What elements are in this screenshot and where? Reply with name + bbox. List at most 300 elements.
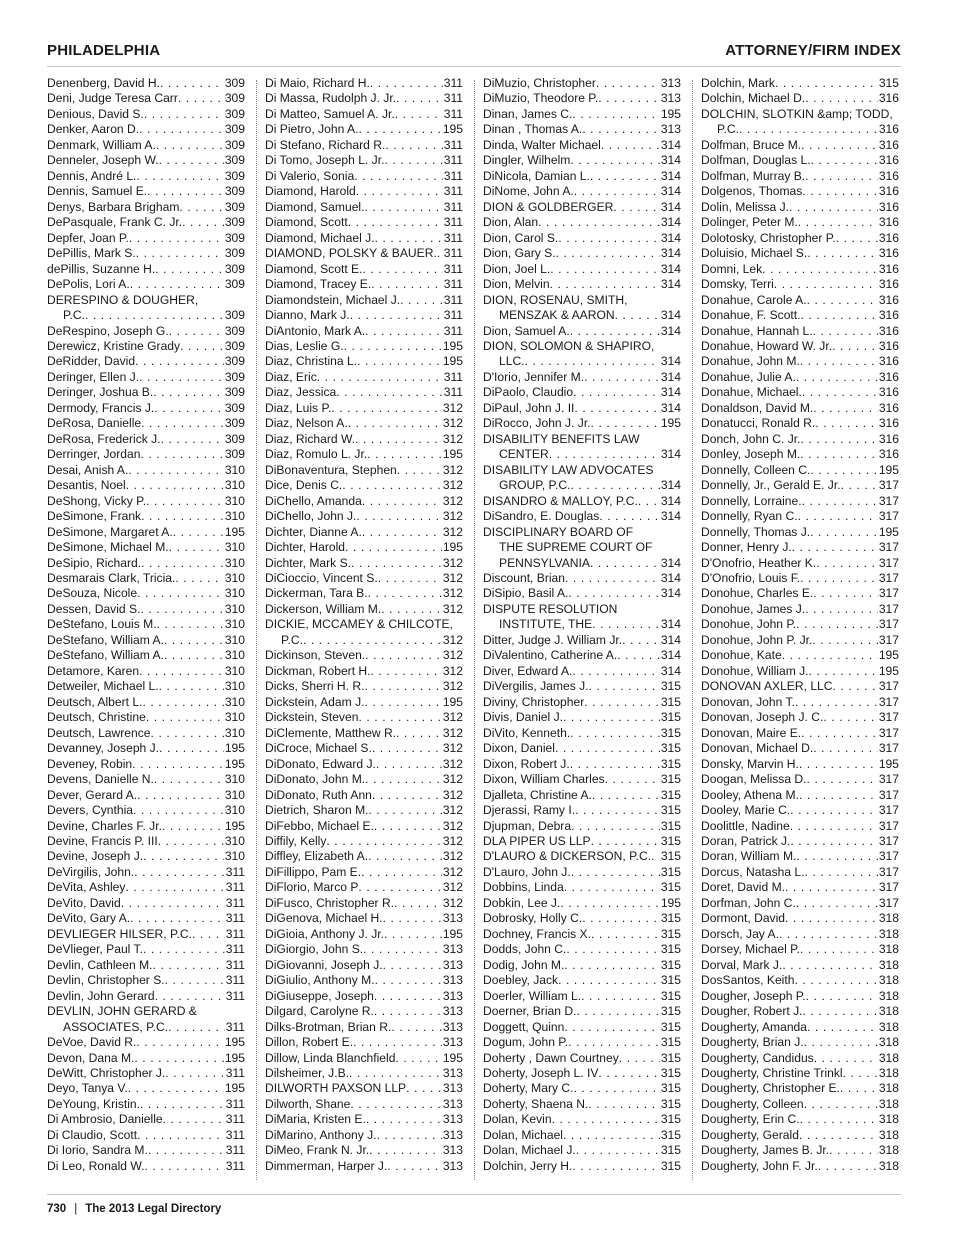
entry-name: Dilks-Brotman, Brian R. bbox=[265, 1019, 392, 1034]
entry-name: Dion, Gary S. bbox=[483, 246, 556, 261]
entry-page-number: 311 bbox=[225, 1019, 245, 1034]
index-entry bbox=[265, 1066, 463, 1081]
entry-page-number: 315 bbox=[660, 772, 681, 787]
dot-leader bbox=[564, 1020, 659, 1035]
index-entry bbox=[483, 911, 681, 926]
entry-page-number: 316 bbox=[878, 122, 899, 137]
index-entry bbox=[47, 1143, 245, 1158]
entry-page-number: 195 bbox=[224, 756, 245, 771]
index-entry bbox=[483, 803, 681, 818]
entry-page-number: 318 bbox=[878, 1112, 899, 1127]
index-entry bbox=[47, 231, 245, 246]
dot-leader bbox=[179, 200, 223, 215]
entry-name: DONOVAN AXLER, LLC bbox=[701, 679, 833, 694]
index-entry bbox=[483, 200, 681, 215]
dot-leader bbox=[164, 648, 224, 663]
entry-name: DeVita, Ashley bbox=[47, 880, 126, 895]
dot-leader bbox=[356, 184, 443, 199]
dot-leader bbox=[331, 401, 441, 416]
entry-page-number: 309 bbox=[224, 153, 245, 168]
entry-page-number: 317 bbox=[878, 555, 899, 570]
index-entry bbox=[47, 695, 245, 710]
entry-name-continued: INSTITUTE, THE bbox=[499, 617, 593, 632]
index-entry bbox=[47, 1081, 245, 1096]
entry-page-number: 311 bbox=[225, 880, 245, 895]
dot-leader bbox=[566, 942, 659, 957]
entry-name: Dodig, John M. bbox=[483, 957, 565, 972]
dot-leader bbox=[558, 973, 660, 988]
entry-page-number: 315 bbox=[660, 942, 681, 957]
dot-leader bbox=[164, 633, 224, 648]
entry-page-number: 312 bbox=[442, 849, 463, 864]
dot-leader bbox=[362, 525, 442, 540]
dot-leader bbox=[570, 478, 659, 493]
entry-name: DeRespino, Joseph G. bbox=[47, 323, 169, 338]
dot-leader bbox=[158, 834, 224, 849]
entry-page-number: 315 bbox=[660, 1035, 681, 1050]
dot-leader bbox=[377, 1128, 442, 1143]
entry-page-number: 312 bbox=[442, 833, 463, 848]
index-entry bbox=[701, 741, 899, 756]
entry-page-number: 312 bbox=[442, 663, 463, 678]
index-entry bbox=[701, 1097, 899, 1112]
entry-page-number: 314 bbox=[660, 261, 681, 276]
entry-page-number: 314 bbox=[660, 215, 681, 230]
dot-leader bbox=[800, 354, 878, 369]
entry-name: DiVito, Kenneth. bbox=[483, 725, 571, 740]
index-entry bbox=[47, 293, 245, 324]
index-entry bbox=[265, 989, 463, 1004]
index-entry bbox=[47, 973, 245, 988]
dot-leader bbox=[792, 540, 878, 555]
entry-name: DICKIE, MCCAMEY & CHILCOTE, bbox=[265, 617, 453, 632]
dot-leader bbox=[552, 1112, 660, 1127]
dot-leader bbox=[139, 664, 224, 679]
entry-name: DePolis, Lori A. bbox=[47, 277, 130, 292]
entry-name: Di Leo, Ronald W. bbox=[47, 1158, 145, 1173]
entry-name: Di Iorio, Sandra M. bbox=[47, 1143, 148, 1158]
entry-name: Desai, Anish A. bbox=[47, 462, 129, 477]
index-entry bbox=[483, 525, 681, 571]
index-entry bbox=[483, 586, 681, 601]
dot-leader bbox=[818, 1159, 878, 1174]
index-entry bbox=[47, 757, 245, 772]
entry-page-number: 309 bbox=[224, 416, 245, 431]
dot-leader bbox=[364, 200, 442, 215]
index-entry bbox=[701, 989, 899, 1004]
entry-page-number: 317 bbox=[878, 601, 899, 616]
index-entry bbox=[483, 1004, 681, 1019]
index-entry bbox=[265, 1159, 463, 1174]
index-entry bbox=[701, 1143, 899, 1158]
entry-name: Donahue, Michael. bbox=[701, 385, 802, 400]
index-entry bbox=[265, 757, 463, 772]
dot-leader bbox=[813, 324, 878, 339]
entry-name: Donner, Henry J. bbox=[701, 540, 792, 555]
entry-page-number: 314 bbox=[660, 323, 681, 338]
dot-leader bbox=[173, 525, 224, 540]
dot-leader bbox=[807, 293, 878, 308]
entry-name: DiPaul, John J. II bbox=[483, 400, 575, 415]
index-entry bbox=[483, 215, 681, 230]
entry-name: Donahue, Julie A. bbox=[701, 369, 796, 384]
index-entry bbox=[701, 648, 899, 663]
entry-page-number: 311 bbox=[443, 199, 463, 214]
entry-page-number: 312 bbox=[442, 803, 463, 818]
index-entry bbox=[47, 648, 245, 663]
entry-name: Dennis, André L. bbox=[47, 168, 137, 183]
entry-name: Dorsch, Jay A. bbox=[701, 926, 779, 941]
entry-name: DiSandro, E. Douglas bbox=[483, 509, 600, 524]
index-entry bbox=[265, 354, 463, 369]
index-entry bbox=[701, 401, 899, 416]
dot-leader bbox=[365, 772, 442, 787]
index-entry bbox=[701, 354, 899, 369]
entry-name: DePasquale, Frank C. Jr. bbox=[47, 215, 183, 230]
entry-name: Dinan, James C. bbox=[483, 106, 573, 121]
dot-leader bbox=[582, 911, 660, 926]
index-entry bbox=[483, 416, 681, 431]
entry-name: Dickstein, Steven bbox=[265, 710, 359, 725]
entry-page-number: 313 bbox=[442, 1035, 463, 1050]
dot-leader bbox=[836, 231, 878, 246]
entry-name: Dooley, Athena M. bbox=[701, 787, 799, 802]
dot-leader bbox=[796, 849, 877, 864]
dot-leader bbox=[129, 231, 224, 246]
index-entry bbox=[701, 370, 899, 385]
entry-name: Donohue, John P. bbox=[701, 617, 797, 632]
dot-leader bbox=[823, 710, 877, 725]
index-entry bbox=[483, 107, 681, 122]
entry-page-number: 310 bbox=[224, 833, 245, 848]
dot-leader bbox=[394, 896, 442, 911]
index-entry bbox=[265, 153, 463, 168]
entry-name: Di Valerio, Sonia bbox=[265, 168, 355, 183]
dot-leader bbox=[799, 788, 878, 803]
dot-leader bbox=[803, 1004, 878, 1019]
entry-name: Donnelly, Ryan C. bbox=[701, 509, 798, 524]
entry-page-number: 316 bbox=[878, 385, 899, 400]
dot-leader bbox=[591, 416, 660, 431]
entry-page-number: 312 bbox=[442, 725, 463, 740]
index-entry bbox=[265, 927, 463, 942]
dot-leader bbox=[169, 540, 224, 555]
entry-name: Dion, Melvin bbox=[483, 277, 550, 292]
index-entry bbox=[701, 416, 899, 431]
entry-name: Diamond, Tracey E. bbox=[265, 277, 372, 292]
index-entry bbox=[47, 586, 245, 601]
entry-name: Dormont, David bbox=[701, 911, 786, 926]
index-entry bbox=[47, 416, 245, 431]
entry-name: DEVLIN, JOHN GERARD & bbox=[47, 1004, 197, 1019]
dot-leader bbox=[802, 494, 878, 509]
dot-leader bbox=[374, 1004, 442, 1019]
entry-page-number: 316 bbox=[878, 261, 899, 276]
index-entry bbox=[483, 1159, 681, 1174]
entry-name: Doerler, William L. bbox=[483, 988, 582, 1003]
index-entry bbox=[483, 633, 681, 648]
dot-leader bbox=[812, 633, 877, 648]
entry-page-number: 310 bbox=[224, 803, 245, 818]
index-entry bbox=[701, 447, 899, 462]
entry-page-number: 316 bbox=[878, 199, 899, 214]
entry-name: Dion, Alan bbox=[483, 215, 539, 230]
entry-name: Donohue, Kate bbox=[701, 648, 782, 663]
dot-leader bbox=[372, 741, 442, 756]
dot-leader bbox=[303, 633, 442, 648]
index-entry bbox=[265, 679, 463, 694]
dot-leader bbox=[143, 942, 225, 957]
entry-name: Dougherty, Erin C. bbox=[701, 1112, 800, 1127]
entry-name: Dolchin, Mark bbox=[701, 76, 775, 90]
index-entry bbox=[483, 432, 681, 463]
entry-page-number: 311 bbox=[443, 292, 463, 307]
entry-page-number: 311 bbox=[225, 1096, 245, 1111]
entry-name: Dinan , Thomas A. bbox=[483, 122, 583, 137]
entry-name: DiNicola, Damian L. bbox=[483, 168, 590, 183]
entry-page-number: 318 bbox=[878, 988, 899, 1003]
entry-name: DION & GOLDBERGER bbox=[483, 199, 614, 214]
entry-page-number: 195 bbox=[442, 694, 463, 709]
dot-leader bbox=[159, 741, 224, 756]
index-entry bbox=[483, 757, 681, 772]
entry-name: Denys, Barbara Brigham bbox=[47, 199, 180, 214]
index-entry bbox=[701, 540, 899, 555]
entry-page-number: 315 bbox=[660, 1004, 681, 1019]
entry-name: Devlin, Cathleen M. bbox=[47, 957, 153, 972]
index-entry bbox=[701, 478, 899, 493]
entry-name: Deyo, Tanya V. bbox=[47, 1081, 128, 1096]
entry-page-number: 311 bbox=[225, 1158, 245, 1173]
dot-leader bbox=[789, 200, 878, 215]
index-entry bbox=[265, 262, 463, 277]
page-number: 730 bbox=[47, 1203, 67, 1215]
index-entry bbox=[701, 803, 899, 818]
index-entry bbox=[483, 571, 681, 586]
entry-page-number: 314 bbox=[660, 400, 681, 415]
entry-name: DiChello, Amanda bbox=[265, 493, 362, 508]
entry-name: Deutsch, Christine bbox=[47, 710, 146, 725]
index-entry bbox=[47, 726, 245, 741]
dot-leader bbox=[85, 308, 224, 323]
index-entry bbox=[701, 726, 899, 741]
entry-name: Dolfman, Douglas L. bbox=[701, 153, 811, 168]
dot-leader bbox=[136, 1035, 223, 1050]
entry-page-number: 195 bbox=[878, 756, 899, 771]
dot-leader bbox=[375, 973, 442, 988]
index-entry bbox=[701, 1020, 899, 1035]
dot-leader bbox=[800, 432, 877, 447]
index-entry bbox=[701, 896, 899, 911]
dot-leader bbox=[384, 153, 442, 168]
entry-page-number: 317 bbox=[878, 571, 899, 585]
dot-leader bbox=[135, 354, 224, 369]
entry-page-number: 195 bbox=[442, 926, 463, 941]
dot-leader bbox=[136, 246, 224, 261]
dot-leader bbox=[804, 1035, 878, 1050]
entry-page-number: 311 bbox=[225, 1112, 245, 1127]
entry-page-number: 312 bbox=[442, 431, 463, 446]
entry-page-number: 317 bbox=[878, 478, 899, 493]
dot-leader bbox=[592, 617, 660, 632]
dot-leader bbox=[563, 1128, 660, 1143]
entry-name: DosSantos, Keith bbox=[701, 973, 795, 988]
dot-leader bbox=[573, 385, 660, 400]
dot-leader bbox=[182, 215, 224, 230]
dot-leader bbox=[591, 927, 660, 942]
dot-leader bbox=[590, 556, 660, 571]
entry-page-number: 311 bbox=[443, 308, 463, 323]
dot-leader bbox=[790, 819, 878, 834]
entry-name: Doran, Patrick J. bbox=[701, 833, 791, 848]
index-entry bbox=[47, 76, 245, 91]
entry-page-number: 310 bbox=[224, 586, 245, 601]
index-entry bbox=[483, 184, 681, 199]
entry-name: Dolan, Kevin bbox=[483, 1112, 552, 1127]
entry-name: DION, SOLOMON & SHAPIRO, bbox=[483, 338, 655, 353]
dot-leader bbox=[525, 354, 660, 369]
entry-name-continued: MENSZAK & AARON bbox=[499, 308, 615, 323]
index-entry bbox=[265, 834, 463, 849]
index-entry bbox=[483, 401, 681, 416]
entry-page-number: 311 bbox=[443, 230, 463, 245]
entry-name: DeStefano, William A. bbox=[47, 632, 164, 647]
entry-page-number: 315 bbox=[660, 973, 681, 988]
entry-name: Dolfman, Murray B. bbox=[701, 168, 806, 183]
entry-page-number: 309 bbox=[224, 277, 245, 292]
index-entry bbox=[47, 215, 245, 230]
entry-name: Diaz, Richard W. bbox=[265, 431, 356, 446]
entry-name: Dermody, Francis J. bbox=[47, 400, 155, 415]
dot-leader bbox=[159, 153, 224, 168]
dot-leader bbox=[368, 586, 442, 601]
entry-name: DeRidder, David bbox=[47, 354, 136, 369]
entry-page-number: 195 bbox=[878, 462, 899, 477]
entry-page-number: 310 bbox=[224, 725, 245, 740]
entry-page-number: 195 bbox=[442, 122, 463, 137]
dot-leader bbox=[383, 958, 442, 973]
entry-page-number: 310 bbox=[224, 478, 245, 493]
dot-leader bbox=[813, 586, 878, 601]
dot-leader bbox=[160, 76, 224, 91]
entry-page-number: 316 bbox=[878, 354, 899, 369]
index-entry bbox=[701, 1128, 899, 1143]
entry-page-number: 315 bbox=[660, 1081, 681, 1096]
entry-page-number: 318 bbox=[878, 1143, 899, 1158]
entry-name: Dougherty, Gerald bbox=[701, 1127, 799, 1142]
entry-name: Diaz, Jessica bbox=[265, 385, 337, 400]
index-entry bbox=[701, 1066, 899, 1081]
dot-leader bbox=[804, 1097, 878, 1112]
dot-leader bbox=[353, 1035, 442, 1050]
entry-page-number: 195 bbox=[878, 524, 899, 539]
dot-leader bbox=[365, 648, 442, 663]
entry-page-number: 313 bbox=[660, 76, 681, 90]
entry-page-number: 314 bbox=[660, 478, 681, 493]
dot-leader bbox=[154, 772, 224, 787]
entry-name: Deringer, Joshua B. bbox=[47, 385, 154, 400]
index-entry bbox=[47, 107, 245, 122]
dot-leader bbox=[605, 772, 660, 787]
entry-name: Donohue, William J. bbox=[701, 663, 809, 678]
index-entry bbox=[701, 556, 899, 571]
index-entry bbox=[483, 989, 681, 1004]
index-entry bbox=[47, 525, 245, 540]
entry-page-number: 317 bbox=[878, 493, 899, 508]
entry-page-number: 309 bbox=[224, 338, 245, 353]
dot-leader bbox=[133, 803, 224, 818]
dot-leader bbox=[572, 664, 659, 679]
entry-page-number: 315 bbox=[660, 988, 681, 1003]
entry-name: DiMuzio, Christopher bbox=[483, 76, 596, 90]
index-entry bbox=[265, 880, 463, 895]
entry-name: Dilworth, Shane bbox=[265, 1096, 351, 1111]
entry-name-continued: P.C. bbox=[63, 308, 85, 323]
entry-page-number: 313 bbox=[442, 957, 463, 972]
dot-leader bbox=[134, 1051, 223, 1066]
entry-name: Di Claudio, Scott bbox=[47, 1127, 138, 1142]
dot-leader bbox=[762, 262, 878, 277]
dot-leader bbox=[387, 1159, 442, 1174]
entry-name: Donnelly, Thomas J. bbox=[701, 524, 811, 539]
dot-leader bbox=[355, 432, 442, 447]
entry-page-number: 310 bbox=[224, 601, 245, 616]
entry-page-number: 316 bbox=[878, 230, 899, 245]
entry-page-number: 311 bbox=[443, 246, 463, 261]
entry-name: Dice, Denis C. bbox=[265, 478, 343, 493]
index-entry bbox=[265, 602, 463, 617]
entry-name: DePillis, Mark S. bbox=[47, 246, 136, 261]
dot-leader bbox=[601, 138, 660, 153]
entry-name: Dion, Carol S. bbox=[483, 230, 559, 245]
dot-leader bbox=[796, 370, 878, 385]
entry-page-number: 317 bbox=[878, 849, 899, 864]
entry-name: Dietrich, Sharon M. bbox=[265, 803, 369, 818]
entry-page-number: 309 bbox=[224, 400, 245, 415]
index-entry bbox=[483, 942, 681, 957]
entry-name-continued: THE SUPREME COURT OF bbox=[499, 540, 653, 555]
dot-leader bbox=[364, 695, 441, 710]
entry-page-number: 310 bbox=[224, 849, 245, 864]
dot-leader bbox=[815, 416, 878, 431]
index-entry bbox=[265, 494, 463, 509]
entry-name: DiMarino, Anthony J. bbox=[265, 1127, 377, 1142]
entry-name: DiFusco, Christopher R. bbox=[265, 895, 395, 910]
dot-leader bbox=[810, 463, 877, 478]
dot-leader bbox=[550, 277, 660, 292]
index-entry bbox=[483, 741, 681, 756]
index-entry bbox=[265, 772, 463, 787]
dot-leader bbox=[800, 447, 878, 462]
entry-name: Dianno, Mark J. bbox=[265, 308, 350, 323]
entry-name: Di Stefano, Richard R. bbox=[265, 137, 386, 152]
index-entry bbox=[483, 1020, 681, 1035]
entry-name: DeVito, David bbox=[47, 895, 121, 910]
entry-page-number: 314 bbox=[660, 663, 681, 678]
dot-leader bbox=[805, 865, 878, 880]
dot-leader bbox=[800, 1112, 878, 1127]
index-entry bbox=[265, 1143, 463, 1158]
entry-name: Dorfman, John C. bbox=[701, 895, 796, 910]
entry-name: DeSimone, Michael M. bbox=[47, 540, 169, 555]
index-entry bbox=[47, 184, 245, 199]
entry-page-number: 317 bbox=[878, 803, 899, 818]
index-entry bbox=[47, 91, 245, 106]
dot-leader bbox=[140, 602, 223, 617]
dot-leader bbox=[358, 122, 441, 137]
index-entry bbox=[265, 308, 463, 323]
dot-leader bbox=[549, 447, 660, 462]
